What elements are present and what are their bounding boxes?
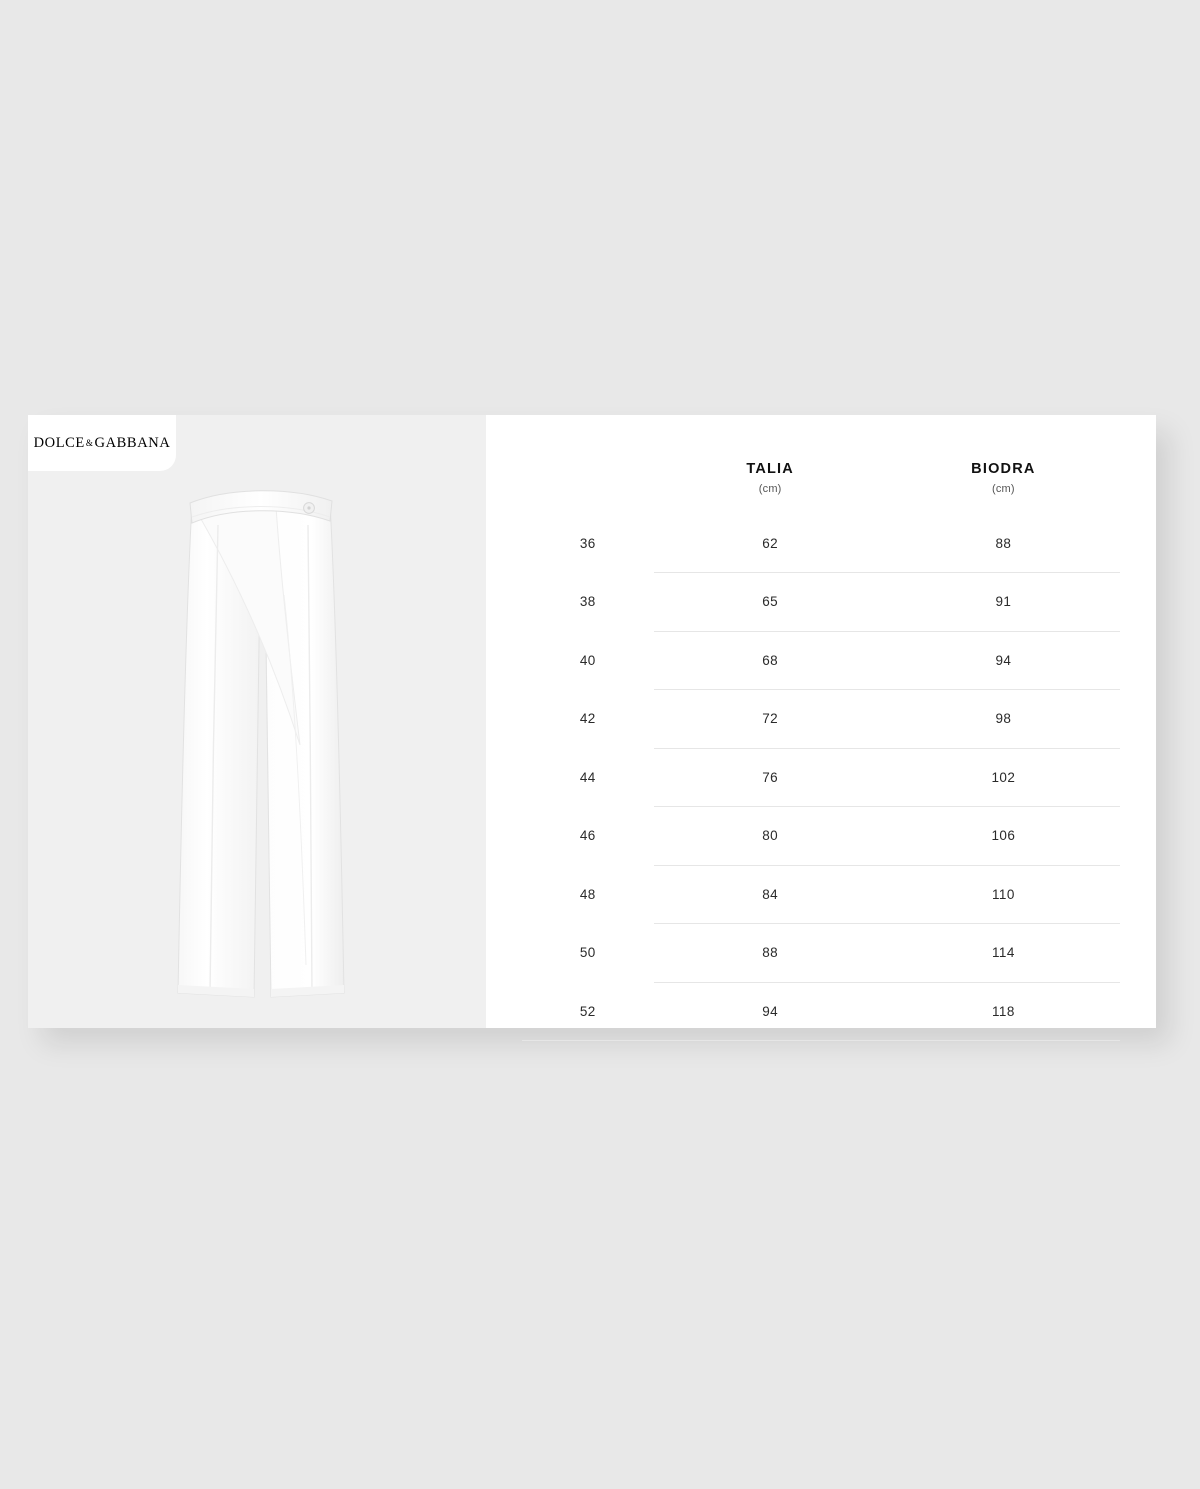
cell-size: 44 [579, 769, 596, 785]
brand-ampersand: & [85, 438, 94, 449]
size-table-body [522, 515, 1120, 1041]
brand-logo-text [34, 435, 171, 452]
table-row [522, 807, 1120, 866]
column-header-waist [654, 459, 887, 515]
table-row [522, 573, 1120, 632]
column-header-hips-label: BIODRA [971, 461, 1036, 477]
brand-name-part1: DOLCE [33, 434, 85, 451]
table-row [522, 982, 1120, 1041]
table-row [522, 690, 1120, 749]
table-row [522, 865, 1120, 924]
cell-waist: 65 [654, 573, 887, 632]
brand-logo [28, 415, 176, 471]
column-header-waist-label: TALIA [746, 461, 794, 477]
cell-size: 38 [579, 594, 596, 610]
cell-waist: 76 [654, 748, 887, 807]
table-row [522, 748, 1120, 807]
cell-size: 40 [579, 652, 596, 668]
column-header-waist-unit: (cm) [758, 482, 782, 495]
cell-waist: 84 [654, 865, 887, 924]
size-table [522, 459, 1120, 1041]
cell-waist: 72 [654, 690, 887, 749]
cell-hips: 98 [887, 690, 1120, 749]
cell-hips: 106 [887, 807, 1120, 866]
size-table-head [522, 459, 1120, 515]
table-row [522, 631, 1120, 690]
cell-hips: 114 [887, 924, 1120, 983]
product-image-panel [28, 415, 486, 1028]
cell-size: 36 [579, 536, 596, 552]
column-header-size [522, 459, 654, 515]
cell-hips: 102 [887, 748, 1120, 807]
size-guide-card [28, 415, 1156, 1028]
cell-size: 50 [579, 945, 596, 961]
cell-waist: 62 [762, 535, 779, 551]
column-header-hips-unit: (cm) [991, 482, 1015, 495]
cell-size: 46 [579, 828, 596, 844]
brand-name-part2: GABBANA [94, 434, 171, 451]
column-header-hips [887, 459, 1120, 515]
cell-size: 42 [579, 711, 596, 727]
cell-waist: 80 [654, 807, 887, 866]
table-row [522, 515, 1120, 573]
size-table-header-row [522, 459, 1120, 515]
measurements-panel [486, 415, 1156, 1028]
cell-hips: 91 [887, 573, 1120, 632]
table-row [522, 924, 1120, 983]
cell-hips: 94 [887, 631, 1120, 690]
cell-waist: 68 [654, 631, 887, 690]
trousers-illustration [168, 445, 358, 1010]
cell-hips: 110 [887, 865, 1120, 924]
cell-hips: 88 [995, 535, 1012, 551]
cell-size: 52 [522, 982, 654, 1041]
cell-hips: 118 [887, 982, 1120, 1041]
cell-waist: 88 [654, 924, 887, 983]
cell-waist: 94 [654, 982, 887, 1041]
cell-size: 48 [579, 886, 596, 902]
